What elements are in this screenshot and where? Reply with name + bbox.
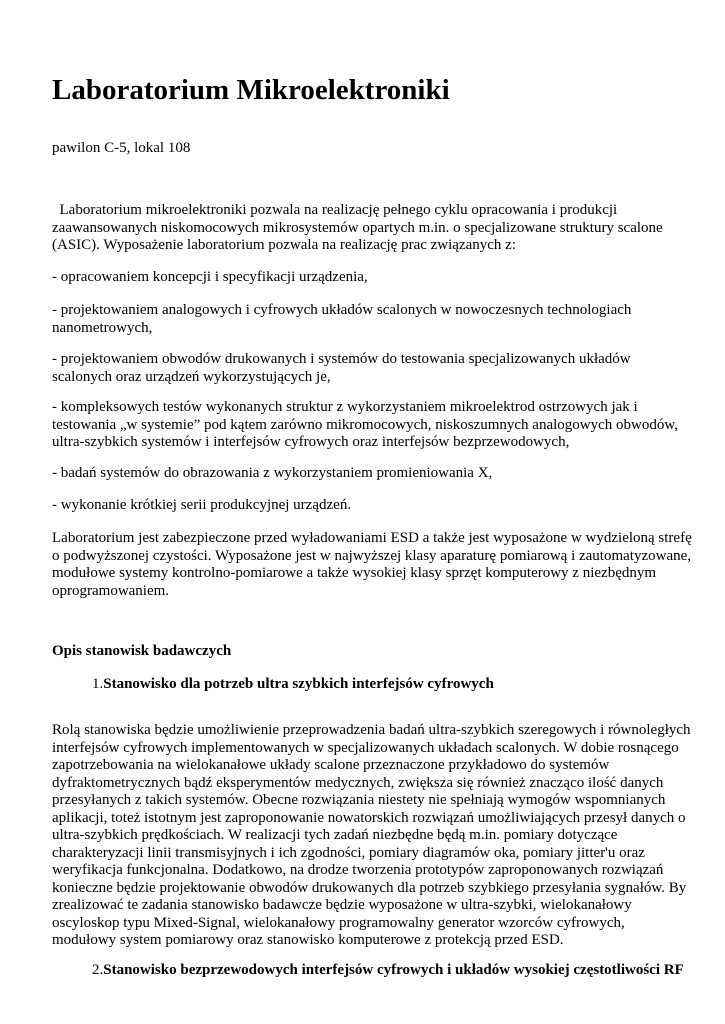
list-item: - wykonanie krótkiej serii produkcyjnej urządzeń. xyxy=(52,497,352,513)
station-2-heading xyxy=(92,962,725,980)
list-item: - projektowaniem obwodów drukowanych i systemów do testowania specjalizowanych układów scalonych oraz urządzeń wykorzystujących je, xyxy=(52,351,631,385)
station-2-number: 2. xyxy=(92,962,104,978)
page-title: Laboratorium Mikroelektroniki xyxy=(52,74,450,106)
station-2-title: Stanowisko bezprzewodowych interfejsów cyfrowych i układów wysokiej częstotliwości RF xyxy=(103,962,684,978)
list-item: - projektowaniem analogowych i cyfrowych układów scalonych w nowoczesnych technologiach nanometrowych, xyxy=(52,302,632,336)
list-item: - kompleksowych testów wykonanych struktur z wykorzystaniem mikroelektrod ostrzowych jak i testowania „w systemie” pod kątem zarówno mikromocowych, niskoszumnych analogowych obwodów, ultra-szybkich systemów i interfejsów cyfrowych oraz interfejsów bezprzewodowych, xyxy=(52,399,678,450)
location-text: pawilon C-5, lokal 108 xyxy=(52,140,191,156)
list-item: - opracowaniem koncepcji i specyfikacji urządzenia, xyxy=(52,269,368,285)
esd-paragraph: Laboratorium jest zabezpieczone przed wyładowaniami ESD a także jest wyposażone w wydzieloną strefę o podwyższonej czystości. Wyposażone jest w najwyższej klasy aparaturę pomiarową i zautomatyzowane, modułowe systemy kontrolno-pomiarowe a także wysokiej klasy sprzęt komputerowy z niezbędnym oprogramowaniem. xyxy=(52,530,692,599)
station-1-heading xyxy=(92,676,725,694)
intro-paragraph: Laboratorium mikroelektroniki pozwala na realizację pełnego cyklu opracowania i produkcji zaawansowanych niskomocowych mikrosystemów opartych m.in. o specjalizowane struktury scalone (ASIC). Wyposażenie laboratorium pozwala na realizację prac związanych z: xyxy=(52,202,663,253)
station-1-description: Rolą stanowiska będzie umożliwienie przeprowadzenia badań ultra-szybkich szeregowych i równoległych interfejsów cyfrowych implementowanych w specjalizowanych układach scalonych. W dobie rosnącego zapotrzebowania na wielokanałowe układy scalone przeznaczone przykładowo do systemów dyfraktometrycznych bądź eksperymentów medycznych, zwiększa się również znacząco ilość danych przesyłanych z takich systemów. Obecne rozwiązania niestety nie spełniają wymogów wspomnianych aplikacji, toteż istotnym jest zaproponowanie nowatorskich rozwiązań umożliwiających przesył danych o ultra-szybkich prędkościach. W realizacji tych zadań niezbędne będą m.in. pomiary dotyczące charakteryzacji linii transmisyjnych i ich zgodności, pomiary diagramów oka, pomiary jitter'u oraz weryfikacja funkcjonalna. Dodatkowo, na drodze tworzenia prototypów zaproponowanych rozwiązań konieczne będzie projektowanie obwodów drukowanych dla potrzeb szybkiego przesyłania sygnałów. By zrealizować te zadania stanowisko badawcze będzie wyposażone w ultra-szybki, wielokanałowy oscyloskop typu Mixed-Signal, wielokanałowy programowalny generator wzorców cyfrowych, modułowy system pomiarowy oraz stanowisko komputerowe z protekcją przed ESD. xyxy=(52,722,691,948)
list-item: - badań systemów do obrazowania z wykorzystaniem promieniowania X, xyxy=(52,465,493,481)
station-1-title: Stanowisko dla potrzeb ultra szybkich interfejsów cyfrowych xyxy=(103,676,494,692)
station-1-number: 1. xyxy=(92,676,104,692)
section-heading: Opis stanowisk badawczych xyxy=(52,643,232,659)
